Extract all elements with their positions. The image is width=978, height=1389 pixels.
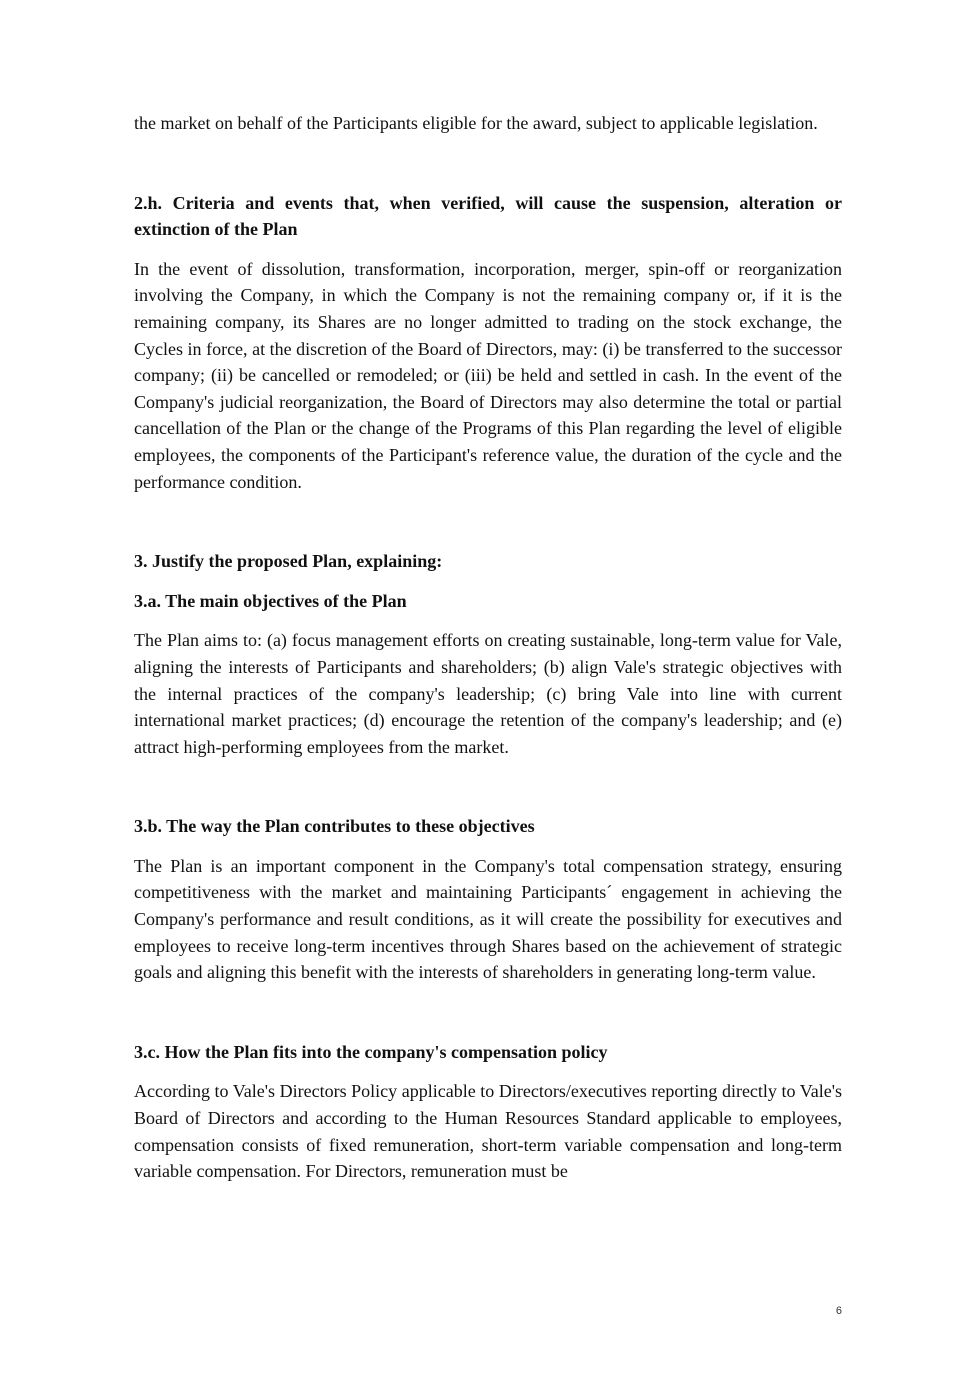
- section-2h-body: In the event of dissolution, transformation, incorporation, merger, spin-off or reorganization involving the Company, in which the Company is not the remaining company or, if it is the remaining company, its Shares are no longer admitted to trading on the stock exchange, the Cycles in force, at the discretion of the Board of Directors, may: (i) be transferred to the successor company; (ii) be cancelled or remodeled; or (iii) be held and settled in cash. In the event of the Company's judicial reorganization, the Board of Directors may also determine the total or partial cancellation of the Plan or the change of the Programs of this Plan regarding the level of eligible employees, the components of the Participant's reference value, the duration of the cycle and the performance condition.: [134, 258, 842, 492]
- page-number: 6: [835, 1305, 842, 1317]
- section-3-heading: 3. Justify the proposed Plan, explaining:: [134, 551, 443, 572]
- section-3c-heading: 3.c. How the Plan fits into the company's compensation policy: [134, 1041, 608, 1062]
- section-3a-heading: 3.a. The main objectives of the Plan: [134, 590, 407, 611]
- section-3b-heading: 3.b. The way the Plan contributes to these objectives: [134, 816, 535, 837]
- page-content: [134, 110, 842, 1185]
- section-3b-body: The Plan is an important component in the Company's total compensation strategy, ensuring competitiveness with the market and maintaining Participants´ engagement in achieving the Company's performance and result conditions, as it will create the possibility for executives and employees to receive long-term incentives through Shares based on the achievement of strategic goals and aligning this benefit with the interests of shareholders in generating long-term value.: [134, 855, 842, 983]
- section-3a-body: The Plan aims to: (a) focus management efforts on creating sustainable, long-term value for Vale, aligning the interests of Participants and shareholders; (b) align Vale's strategic objectives with the internal practices of the company's leadership; (c) bring Vale into line with current international market practices; (d) encourage the retention of the company's leadership; and (e) attract high-performing employees from the market.: [134, 630, 842, 757]
- intro-paragraph: the market on behalf of the Participants eligible for the award, subject to applicable legislation.: [134, 113, 818, 133]
- section-3c-body: According to Vale's Directors Policy applicable to Directors/executives reporting directly to Vale's Board of Directors and according to the Human Resources Standard applicable to employees, compensation consists of fixed remuneration, short-term variable compensation and long-term variable compensation. For Directors, remuneration must be: [134, 1081, 842, 1182]
- section-2h-heading: 2.h. Criteria and events that, when verified, will cause the suspension, alteration or extinction of the Plan: [134, 192, 842, 240]
